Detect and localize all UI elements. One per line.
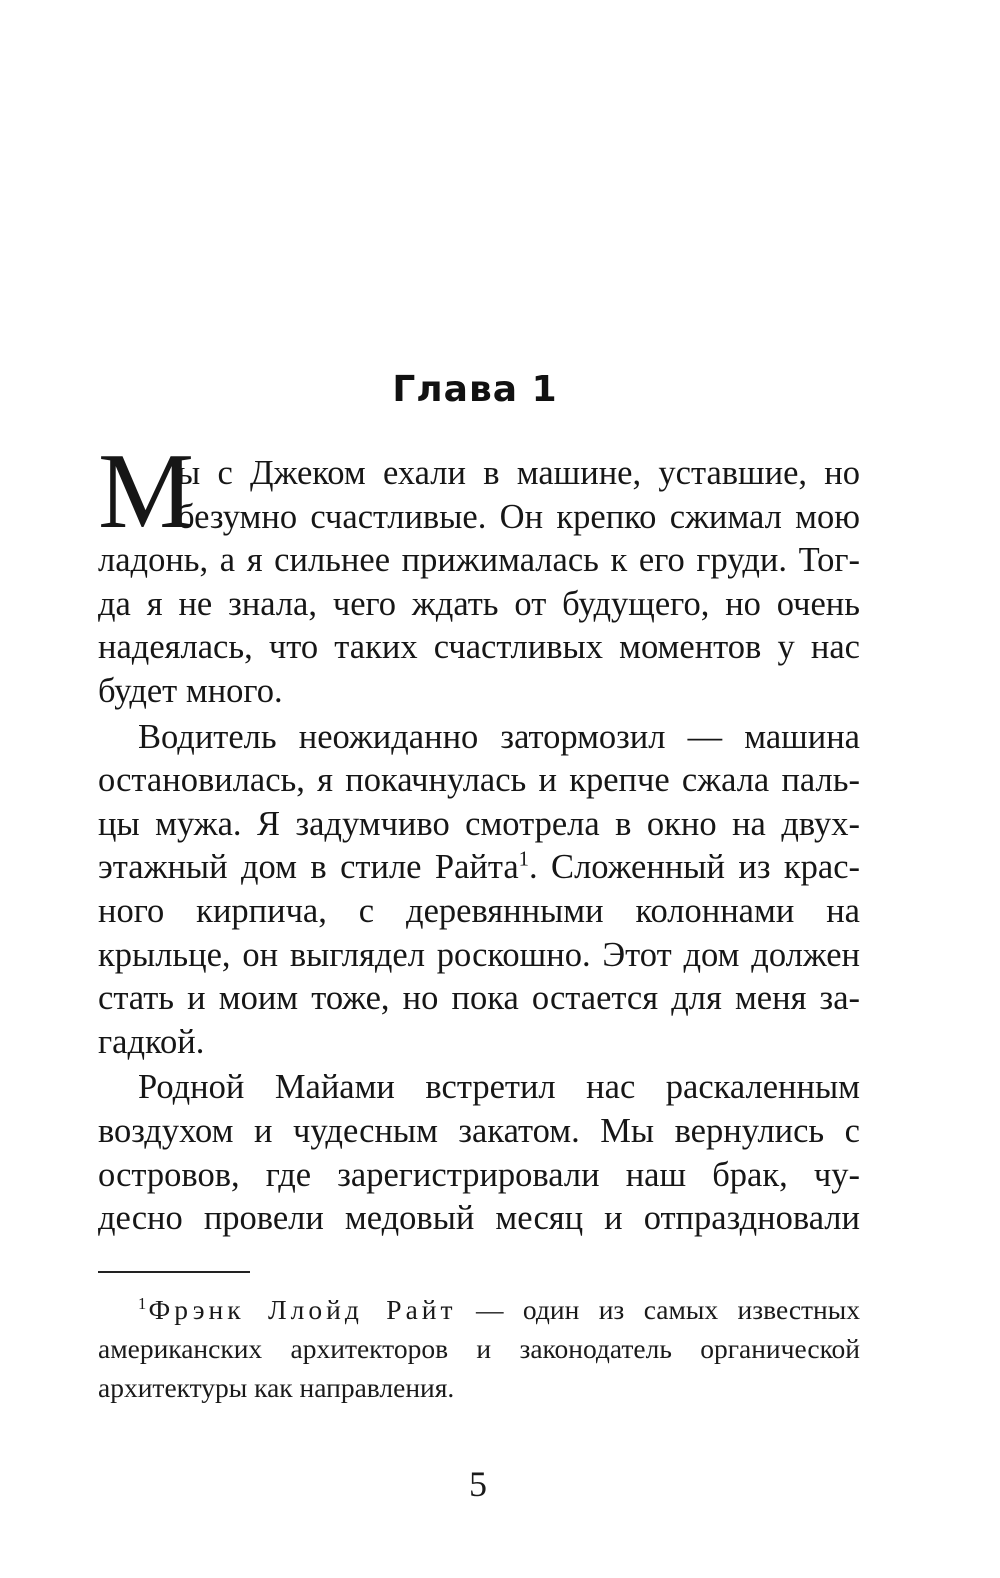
text-line: остановилась, я покачнулась и крепче сжала паль- (98, 761, 860, 800)
text-line: будет много. (98, 671, 283, 710)
text-line: надеялась, что таких счастливых моментов у нас (98, 628, 860, 667)
drop-cap: М (98, 432, 195, 551)
text-line: ладонь, а я сильнее прижималась к его груди. Тог- (98, 541, 860, 580)
text-line: ного кирпича, с деревянными колоннами на (98, 891, 860, 930)
chapter-title: Глава 1 (392, 369, 558, 410)
footnote-line: архитектуры как направления. (98, 1372, 455, 1403)
text-line: крыльце, он выглядел роскошно. Этот дом должен (98, 935, 860, 974)
text-line: десно провели медовый месяц и отпраздновали (98, 1199, 860, 1238)
footnote-marker: 1 (138, 1293, 147, 1313)
text-line: цы мужа. Я задумчиво смотрела в окно на двух- (98, 804, 860, 843)
footnote-line: американских архитекторов и законодатель органической (98, 1333, 860, 1364)
footnote-name: Фрэнк Ллойд Райт (148, 1294, 457, 1325)
text-line: ы с Джеком ехали в машине, уставшие, но (177, 454, 860, 492)
footnote-reference[interactable]: 1 (518, 848, 530, 871)
text-segment: . Сложенный из крас- (529, 848, 860, 887)
footnote-text: — один из самых известных (456, 1294, 860, 1325)
paragraph-1 (98, 452, 860, 714)
text-segment: этажный дом в стиле Райта (98, 848, 519, 887)
text-line: стать и моим тоже, но пока остается для меня за- (98, 979, 860, 1018)
text-line: безумно счастливые. Он крепко сжимал мою (177, 497, 860, 536)
text-line: воздухом и чудесным закатом. Мы вернулись с (98, 1111, 860, 1150)
footnote-separator (98, 1271, 250, 1273)
footnote-line (98, 1290, 860, 1329)
text-line (98, 846, 860, 890)
text-line: гадкой. (98, 1022, 205, 1061)
body-text (98, 452, 860, 1241)
footnote (98, 1290, 860, 1407)
text-line: да я не знала, чего ждать от будущего, но очень (98, 584, 860, 623)
text-line: островов, где зарегистрировали наш брак, чу- (98, 1155, 860, 1194)
paragraph-3 (98, 1066, 860, 1240)
text-line: Родной Майами встретил нас раскаленным (138, 1068, 860, 1107)
paragraph-2 (98, 716, 860, 1065)
page-number: 5 (469, 1464, 487, 1504)
text-line: Водитель неожиданно затормозил — машина (138, 717, 860, 756)
